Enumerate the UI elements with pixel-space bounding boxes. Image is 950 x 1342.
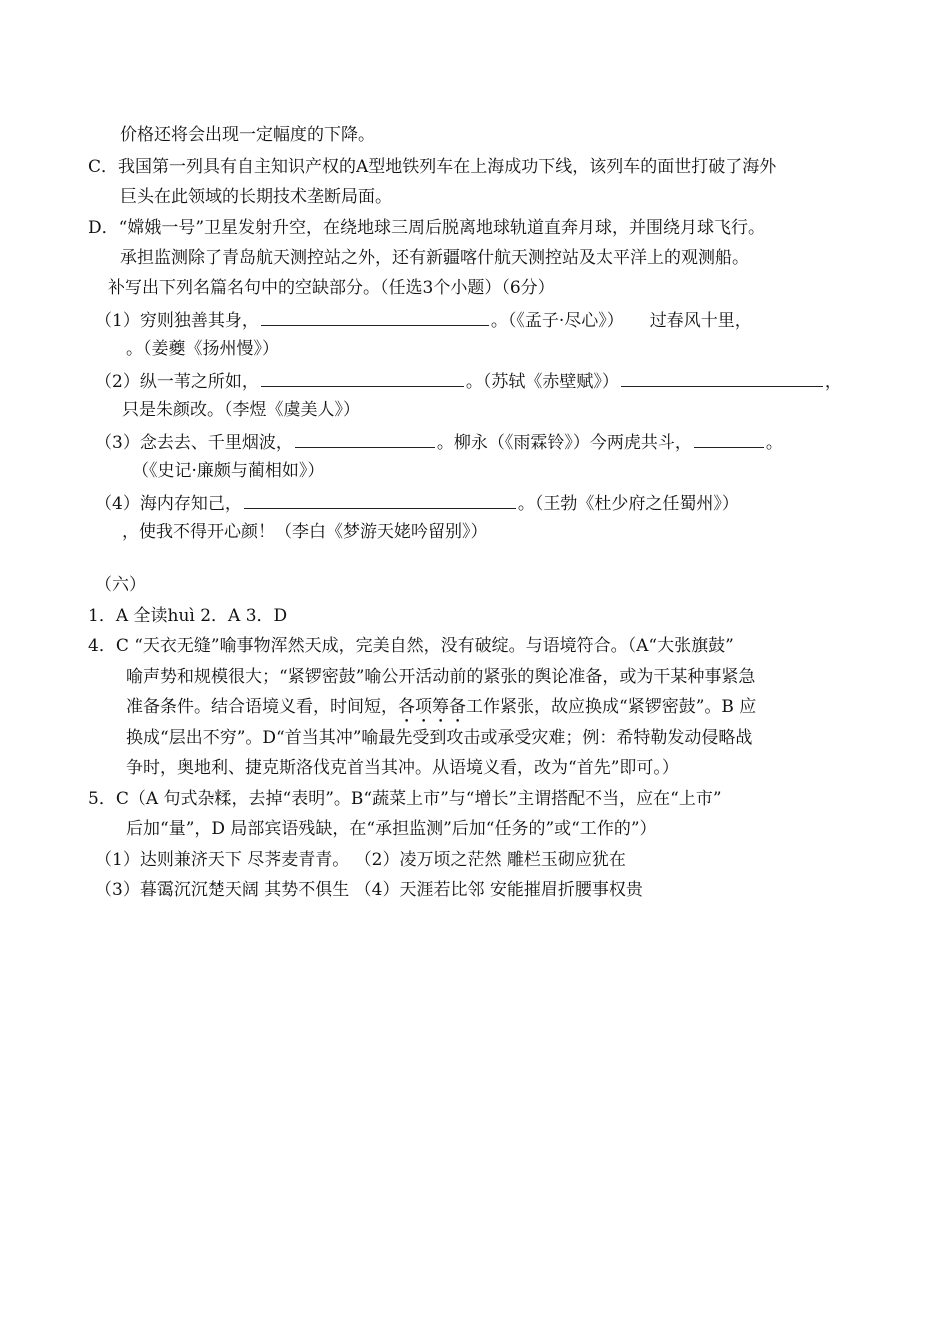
item-3-end: 。 [765,433,783,453]
question-6-item-4 [95,491,739,515]
fill-blank [694,430,764,448]
question-6-item-1 [95,308,752,332]
fill-blank [621,369,823,387]
question-6-item-2-cont: 只是朱颜改。（李煜《虞美人》） [122,400,360,420]
item-4-source: 。（王勃《杜少府之任蜀州》） [517,494,739,514]
answer-4-line5: 争时，奥地利、捷克斯洛伐克首当其冲。从语境义看，改为“首先”即可。） [126,758,679,778]
fill-blank [295,430,435,448]
answer-6-line1: （1）达则兼济天下 尽荠麦青青。 （2）凌万顷之茫然 雕栏玉砌应犹在 [95,850,626,870]
item-1-second: 过春风十里， [649,311,752,331]
item-3-source: 。柳永（《雨霖铃》）今两虎共斗， [436,433,692,453]
option-c-line2: 巨头在此领域的长期技术垄断局面。 [120,187,392,207]
answer-1-3: 1．A 全读huì 2．A 3．D [88,606,288,626]
question-6-item-3-cont: （《史记·廉颇与蔺相如》） [132,461,325,481]
item-4-prefix: （4）海内存知己， [95,494,242,514]
answer-4-line3 [126,696,756,720]
emphasis-dots: 各项筹备 [398,697,466,717]
fill-blank [261,308,489,326]
question-6-item-4-cont: ，使我不得开心颜！（李白《梦游天姥吟留别》） [122,522,488,542]
option-c-line1: C．我国第一列具有自主知识产权的A型地铁列车在上海成功下线，该列车的面世打破了海外 [88,157,777,177]
question-6-item-1-cont: 。（姜夔《扬州慢》） [126,339,279,359]
item-2-comma: ， [824,372,842,392]
answer-4-line3-pre: 准备条件。结合语境义看，时间短， [126,697,398,717]
fill-blank [244,491,516,509]
answer-6-line2: （3）暮霭沉沉楚天阔 其势不俱生 （4）天涯若比邻 安能摧眉折腰事权贵 [95,880,643,900]
answer-4-line4: 换成“层出不穷”。D“首当其冲”喻最先受到攻击或承受灾难；例：希特勒发动侵略战 [126,728,753,748]
question-6-item-3 [95,430,783,454]
question-6-title: 补写出下列名篇名句中的空缺部分。（任选3个小题）（6分） [108,278,555,298]
answer-4-line1: 4．C “天衣无缝”喻事物浑然天成，完美自然，没有破绽。与语境符合。（A“大张旗鼓” [88,636,734,656]
option-d-line1: D．“嫦娥一号”卫星发射升空，在绕地球三周后脱离地球轨道直奔月球，并围绕月球飞行。 [88,218,766,238]
item-2-prefix: （2）纵一苇之所如， [95,372,259,392]
option-b-continuation: 价格还将会出现一定幅度的下降。 [120,125,375,145]
item-1-prefix: （1）穷则独善其身， [95,311,259,331]
fill-blank [261,369,464,387]
question-6-item-2 [95,369,842,393]
answer-section-title: （六） [95,575,146,595]
option-d-line2: 承担监测除了青岛航天测控站之外，还有新疆喀什航天测控站及太平洋上的观测船。 [120,248,749,268]
item-2-source: 。（苏轼《赤壁赋》） [465,372,619,392]
item-1-source: 。（《孟子·尽心》） [490,311,624,331]
answer-4-line3-post: 工作紧张，故应换成“紧锣密鼓”。B 应 [466,697,757,717]
answer-5-line1: 5．C（A 句式杂糅，去掉“表明”。B“蔬菜上市”与“增长”主谓搭配不当，应在“上市” [88,789,722,809]
answer-5-line2: 后加“量”，D 局部宾语残缺，在“承担监测”后加“任务的”或“工作的”） [126,819,657,839]
answer-4-line2: 喻声势和规模很大；“紧锣密鼓”喻公开活动前的紧张的舆论准备，或为干某种事紧急 [126,667,756,687]
item-3-prefix: （3）念去去、千里烟波， [95,433,293,453]
